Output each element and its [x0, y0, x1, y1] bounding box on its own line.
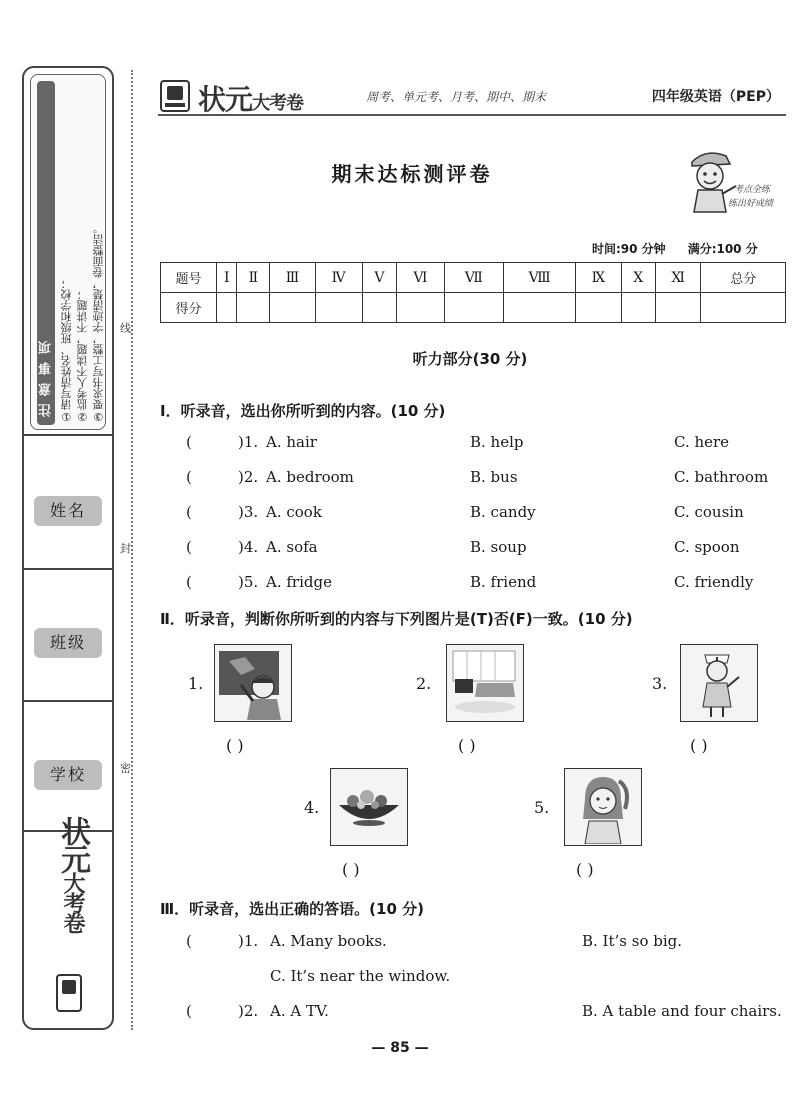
row-label-question: 题号	[161, 263, 217, 293]
option-b: B. soup	[470, 538, 527, 556]
grade-subject: 四年级英语（PEP）	[651, 89, 780, 105]
answer-blank[interactable]: ( )	[690, 736, 708, 755]
answer-blank[interactable]: ( )	[576, 860, 594, 879]
note-line-3: ③要求书写工整，字迹清楚，卷面整洁。	[92, 223, 105, 423]
list-item	[186, 967, 786, 991]
answer-blank[interactable]: (	[186, 433, 192, 451]
brand-logo: 状元大考卷	[198, 83, 304, 116]
total-score-cell[interactable]	[701, 293, 786, 323]
full-score: 满分:100 分	[687, 242, 758, 256]
column-header: Ⅳ	[315, 263, 362, 293]
mascot-slogan-2: 练出好成绩	[728, 199, 774, 209]
score-table	[160, 262, 786, 323]
time-info	[592, 240, 758, 257]
score-cell[interactable]	[621, 293, 655, 323]
picture-number: 5.	[534, 798, 550, 817]
option-b: B. A table and four chairs.	[582, 1002, 782, 1020]
column-header: Ⅱ	[237, 263, 270, 293]
picture-number: 4.	[304, 798, 320, 817]
picture-boy-at-board	[214, 644, 292, 722]
question-1-heading: Ⅰ．听录音，选出你所听到的内容。(10 分)	[160, 402, 446, 420]
score-cell[interactable]	[362, 293, 397, 323]
option-a: A. Many books.	[270, 932, 387, 950]
row-label-score: 得分	[161, 293, 217, 323]
option-c: C. friendly	[674, 573, 754, 591]
cut-line	[131, 70, 133, 1030]
option-c: C. bathroom	[674, 468, 769, 486]
option-c: C. It’s near the window.	[270, 967, 451, 985]
option-a: A. hair	[266, 433, 317, 451]
option-b: B. friend	[470, 573, 537, 591]
score-cell[interactable]	[397, 293, 444, 323]
option-b: B. It’s so big.	[582, 932, 683, 950]
list-item	[186, 538, 786, 562]
option-a: A. A TV.	[270, 1002, 329, 1020]
item-number: )3.	[238, 503, 259, 521]
column-header: Ⅶ	[444, 263, 504, 293]
table-row	[161, 293, 786, 323]
column-header: Ⅺ	[655, 263, 701, 293]
score-cell[interactable]	[655, 293, 701, 323]
option-c: C. here	[674, 433, 730, 451]
boy-at-blackboard-icon	[215, 645, 290, 720]
option-b: B. help	[470, 433, 524, 451]
picture-nurse	[680, 644, 758, 722]
item-number: )1.	[238, 932, 259, 950]
list-item	[186, 468, 786, 492]
page-title: 期末达标测评卷	[331, 162, 493, 186]
nurse-icon	[681, 645, 756, 720]
listening-section-title: 听力部分(30 分)	[412, 350, 528, 368]
item-number: )4.	[238, 538, 259, 556]
picture-living-room	[446, 644, 524, 722]
column-header: Ⅰ	[217, 263, 237, 293]
column-header-total: 总分	[701, 263, 786, 293]
binding-strip	[22, 66, 114, 1030]
cut-mark-line: 线	[120, 322, 131, 335]
score-cell[interactable]	[237, 293, 270, 323]
header-tagline: 周考、单元考、月考、期中、期末	[366, 90, 547, 104]
answer-blank[interactable]: ( )	[458, 736, 476, 755]
list-item	[186, 433, 786, 457]
list-item	[186, 932, 786, 956]
cut-mark-seal: 封	[120, 542, 131, 555]
page-header	[158, 78, 786, 116]
option-c: C. cousin	[674, 503, 744, 521]
living-room-icon	[447, 645, 522, 720]
girl-icon	[565, 769, 640, 844]
column-header: Ⅴ	[362, 263, 397, 293]
answer-blank[interactable]: ( )	[226, 736, 244, 755]
class-label: 班级	[34, 628, 102, 658]
option-a: A. sofa	[266, 538, 318, 556]
answer-blank[interactable]: (	[186, 1002, 192, 1020]
column-header: Ⅹ	[621, 263, 655, 293]
class-field[interactable]	[24, 568, 112, 700]
option-b: B. bus	[470, 468, 518, 486]
picture-salad	[330, 768, 408, 846]
note-line-1: ①请写清姓名、班级和学校；	[60, 278, 73, 423]
option-b: B. candy	[470, 503, 536, 521]
item-number: )2.	[238, 1002, 259, 1020]
side-brand-logo: 状元大考卷	[34, 808, 102, 1018]
list-item	[186, 1002, 786, 1026]
exam-notes-box	[30, 74, 106, 430]
score-cell[interactable]	[444, 293, 504, 323]
item-number: )5.	[238, 573, 259, 591]
mascot-slogan-1: 考点全练	[734, 185, 771, 195]
picture-number: 2.	[416, 674, 432, 693]
note-line-2: ②监考人不读题，不讲题；	[76, 289, 89, 423]
answer-blank[interactable]: (	[186, 503, 192, 521]
answer-blank[interactable]: (	[186, 573, 192, 591]
answer-blank[interactable]: (	[186, 538, 192, 556]
list-item	[186, 503, 786, 527]
page-number: — 85 —	[371, 1040, 429, 1056]
answer-blank[interactable]: (	[186, 468, 192, 486]
column-header: Ⅸ	[576, 263, 621, 293]
cut-mark-secret: 密	[120, 762, 131, 775]
score-cell[interactable]	[504, 293, 576, 323]
item-number: )1.	[238, 433, 259, 451]
score-cell[interactable]	[576, 293, 621, 323]
salad-bowl-icon	[331, 769, 406, 844]
option-c: C. spoon	[674, 538, 740, 556]
item-number: )2.	[238, 468, 259, 486]
score-cell[interactable]	[270, 293, 315, 323]
picture-number: 1.	[188, 674, 204, 693]
score-cell[interactable]	[315, 293, 362, 323]
publisher-badge-icon	[56, 974, 82, 1012]
option-a: A. cook	[266, 503, 322, 521]
option-a: A. fridge	[266, 573, 332, 591]
name-field[interactable]	[24, 434, 112, 568]
table-row	[161, 263, 786, 293]
picture-number: 3.	[652, 674, 668, 693]
name-label: 姓名	[34, 496, 102, 526]
school-label: 学校	[34, 760, 102, 790]
exam-duration: 时间:90 分钟	[592, 242, 666, 256]
publisher-logo-icon	[160, 80, 190, 112]
question-2-heading: Ⅱ．听录音，判断你所听到的内容与下列图片是(T)否(F)一致。(10 分)	[160, 610, 633, 628]
picture-girl	[564, 768, 642, 846]
list-item	[186, 573, 786, 597]
question-3-heading: Ⅲ．听录音，选出正确的答语。(10 分)	[160, 900, 424, 918]
score-cell[interactable]	[217, 293, 237, 323]
answer-blank[interactable]: ( )	[342, 860, 360, 879]
option-a: A. bedroom	[266, 468, 354, 486]
notes-heading: 注意事项	[37, 81, 55, 425]
column-header: Ⅷ	[504, 263, 576, 293]
column-header: Ⅵ	[397, 263, 444, 293]
mascot-illustration	[682, 148, 790, 214]
answer-blank[interactable]: (	[186, 932, 192, 950]
column-header: Ⅲ	[270, 263, 315, 293]
